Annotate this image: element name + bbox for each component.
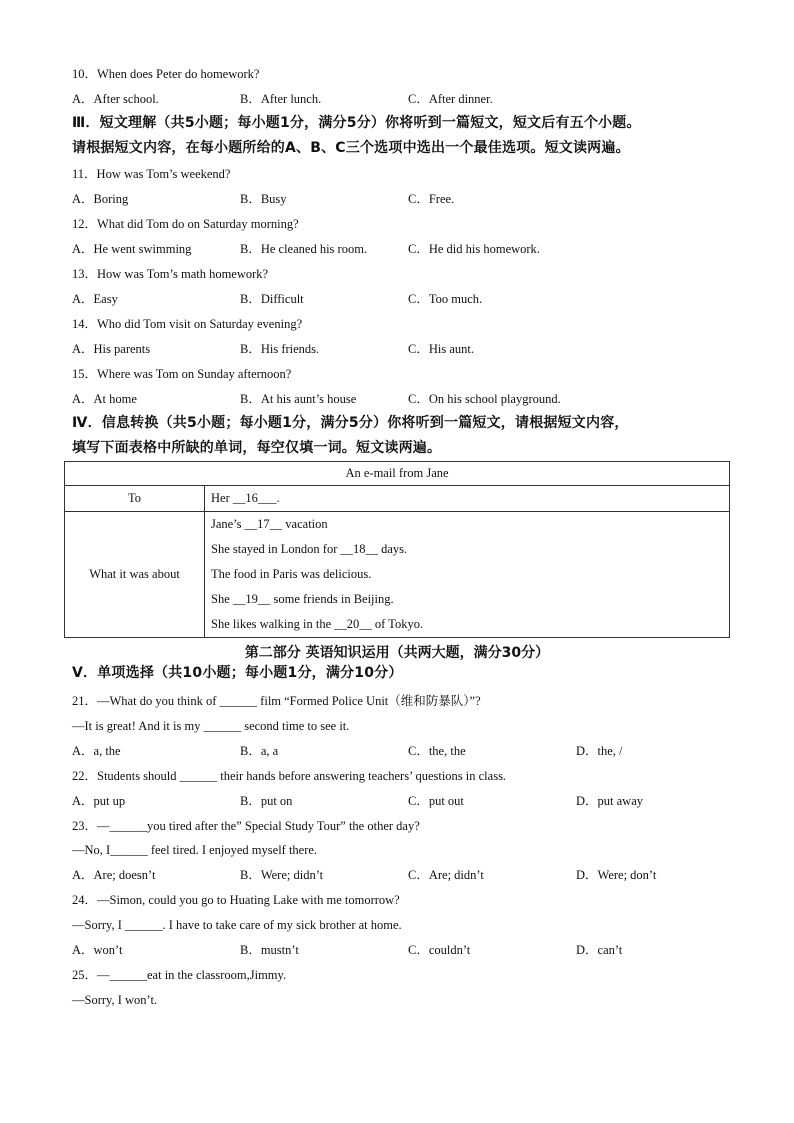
question-23-options xyxy=(72,867,752,883)
option-b: B．put on xyxy=(240,794,293,808)
option-d: D．put away xyxy=(576,794,643,808)
option-d: D．Were; don’t xyxy=(576,868,657,882)
option-c: C．On his school playground. xyxy=(408,392,561,406)
option-a: A．He went swimming xyxy=(72,242,192,256)
option-b: B．His friends. xyxy=(240,342,320,356)
table-row: She __19__ some friends in Beijing. xyxy=(211,592,394,606)
option-a: A．a, the xyxy=(72,744,121,758)
question-24-line2: —Sorry, I ______. I have to take care of my sick brother at home. xyxy=(72,918,402,932)
question-12-options xyxy=(72,241,752,257)
option-b: B．Difficult xyxy=(240,292,304,306)
option-b: B．a, a xyxy=(240,744,279,758)
question-22-options xyxy=(72,793,752,809)
to-value: Her __16___. xyxy=(205,486,730,512)
question-13: 13．How was Tom’s math homework? xyxy=(72,267,269,281)
question-14: 14．Who did Tom visit on Saturday evening? xyxy=(72,317,303,331)
question-10: 10．When does Peter do homework? xyxy=(72,67,260,81)
option-c: C．He did his homework. xyxy=(408,242,540,256)
section-5-title: Ⅴ．单项选择（共10小题；每小题1分，满分10分） xyxy=(72,665,403,681)
option-b: B．He cleaned his room. xyxy=(240,242,368,256)
section-4-title: Ⅳ．信息转换（共5小题；每小题1分，满分5分）你将听到一篇短文，请根据短文内容， xyxy=(72,415,629,431)
option-c: C．Are; didn’t xyxy=(408,868,484,882)
what-label: What it was about xyxy=(65,512,205,638)
option-c: C．Too much. xyxy=(408,292,483,306)
option-d: D．the, / xyxy=(576,744,623,758)
question-12: 12．What did Tom do on Saturday morning? xyxy=(72,217,299,231)
option-b: B．Were; didn’t xyxy=(240,868,324,882)
option-c: C．Free. xyxy=(408,192,455,206)
option-c: C．His aunt. xyxy=(408,342,474,356)
option-b: B．At his aunt’s house xyxy=(240,392,357,406)
option-b: B．After lunch. xyxy=(240,92,322,106)
question-21-options xyxy=(72,743,752,759)
question-11: 11．How was Tom’s weekend? xyxy=(72,167,231,181)
table-header: An e-mail from Jane xyxy=(65,462,730,486)
question-23-line2: —No, I______ feel tired. I enjoyed myself there. xyxy=(72,843,318,857)
question-15-options xyxy=(72,391,752,407)
question-21: 21．—What do you think of ______ film “Formed Police Unit（维和防暴队）”? xyxy=(72,694,481,708)
option-d: D．can’t xyxy=(576,943,623,957)
section-3-title: Ⅲ．短文理解（共5小题；每小题1分，满分5分）你将听到一篇短文，短文后有五个小题。 xyxy=(72,115,641,131)
question-25-line2: —Sorry, I won’t. xyxy=(72,993,158,1007)
option-c: C．the, the xyxy=(408,744,466,758)
option-a: A．After school. xyxy=(72,92,159,106)
part-2-title: 第二部分 英语知识运用（共两大题，满分30分） xyxy=(244,645,550,661)
question-25: 25．—______eat in the classroom,Jimmy. xyxy=(72,968,287,982)
option-c: C．After dinner. xyxy=(408,92,493,106)
question-15: 15．Where was Tom on Sunday afternoon? xyxy=(72,367,292,381)
option-c: C．couldn’t xyxy=(408,943,471,957)
option-a: A．At home xyxy=(72,392,137,406)
question-23: 23．—______you tired after the” Special Study Tour” the other day? xyxy=(72,819,420,833)
option-c: C．put out xyxy=(408,794,464,808)
table-row: Jane’s __17__ vacation xyxy=(211,517,328,531)
question-24-options xyxy=(72,942,752,958)
table-row: She stayed in London for __18__ days. xyxy=(211,542,408,556)
question-22: 22．Students should ______ their hands before answering teachers’ questions in class. xyxy=(72,769,507,783)
question-11-options xyxy=(72,191,752,207)
option-a: A．won’t xyxy=(72,943,123,957)
to-label: To xyxy=(65,486,205,512)
option-b: B．Busy xyxy=(240,192,287,206)
section-4-title-line2: 填写下面表格中所缺的单词，每空仅填一词。短文读两遍。 xyxy=(72,440,442,456)
question-24: 24．—Simon, could you go to Huating Lake with me tomorrow? xyxy=(72,893,400,907)
table-row: She likes walking in the __20__ of Tokyo. xyxy=(211,617,424,631)
option-a: A．put up xyxy=(72,794,126,808)
option-a: A．Boring xyxy=(72,192,129,206)
option-a: A．Are; doesn’t xyxy=(72,868,156,882)
info-table xyxy=(64,461,730,638)
table-row: The food in Paris was delicious. xyxy=(211,567,372,581)
section-3-title-line2: 请根据短文内容，在每小题所给的A、B、C三个选项中选出一个最佳选项。短文读两遍。 xyxy=(72,140,630,156)
question-14-options xyxy=(72,341,752,357)
question-10-options xyxy=(72,91,752,107)
question-13-options xyxy=(72,291,752,307)
option-a: A．His parents xyxy=(72,342,151,356)
option-b: B．mustn’t xyxy=(240,943,299,957)
question-21-line2: —It is great! And it is my ______ second time to see it. xyxy=(72,719,350,733)
option-a: A．Easy xyxy=(72,292,118,306)
